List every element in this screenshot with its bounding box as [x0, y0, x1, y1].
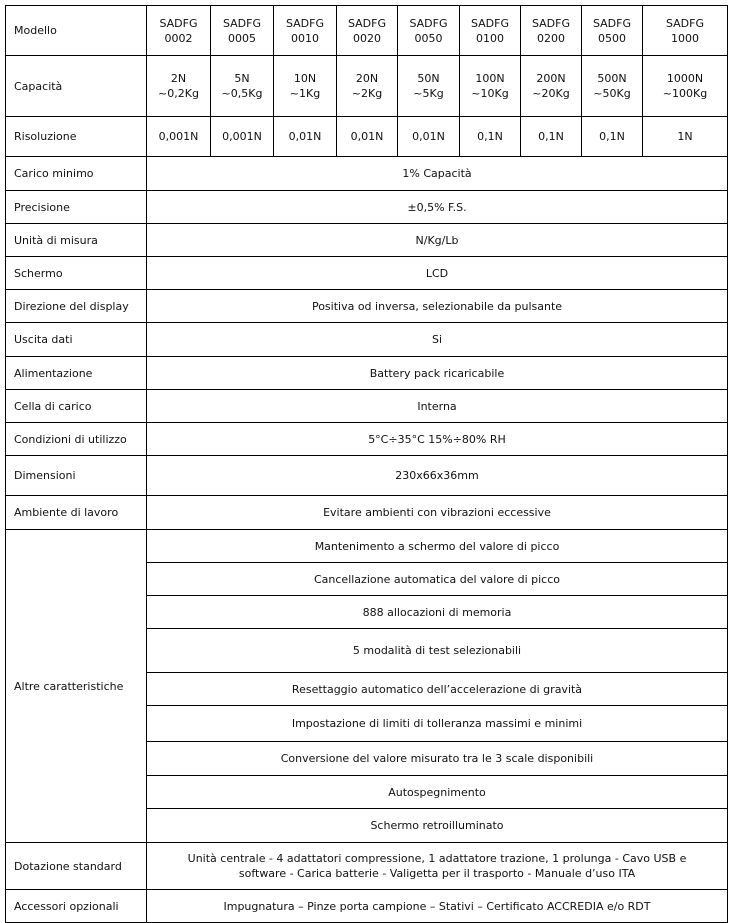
feature-item: Mantenimento a schermo del valore di picco [147, 530, 728, 563]
label-ambiente: Ambiente di lavoro [6, 496, 147, 530]
model-code: 0005 [228, 31, 256, 45]
resolution-cell: 0,01N [274, 117, 337, 157]
row-condizioni [6, 423, 728, 456]
resolution-cell: 0,01N [398, 117, 460, 157]
row-altre [6, 530, 728, 563]
capacity-cell [582, 56, 643, 117]
resolution-cell: 0,1N [521, 117, 582, 157]
dotazione-line-1: Unità centrale - 4 adattatori compressione, 1 adattatore trazione, 1 prolunga - Cavo USB e [187, 852, 687, 865]
model-cell [337, 6, 398, 56]
model-name: SADFG [592, 16, 632, 30]
row-cella [6, 390, 728, 423]
specifications-table [5, 5, 728, 923]
capacity-cell [337, 56, 398, 117]
capacity-kg: ~20Kg [532, 87, 570, 100]
value-schermo: LCD [147, 257, 728, 290]
model-name: SADFG [409, 16, 448, 30]
feature-item: Impostazione di limiti di tolleranza massimi e minimi [147, 706, 728, 742]
label-modello: Modello [6, 6, 147, 56]
capacity-cell [460, 56, 521, 117]
label-dimensioni: Dimensioni [6, 456, 147, 496]
model-code: 0010 [291, 31, 319, 45]
value-condizioni: 5°C÷35°C 15%÷80% RH [147, 423, 728, 456]
model-cell [274, 6, 337, 56]
capacity-newton: 500N [597, 72, 627, 85]
label-direzione: Direzione del display [6, 290, 147, 323]
feature-item: 888 allocazioni di memoria [147, 596, 728, 629]
capacity-kg: ~1Kg [289, 87, 321, 100]
label-schermo: Schermo [6, 257, 147, 290]
capacity-kg: ~5Kg [413, 87, 444, 100]
capacity-kg: ~10Kg [471, 87, 509, 100]
capacity-cell [643, 56, 728, 117]
resolution-cell: 0,1N [460, 117, 521, 157]
capacity-cell [398, 56, 460, 117]
capacity-newton: 1000N [666, 72, 704, 85]
model-code: 1000 [671, 31, 699, 45]
resolution-cell: 1N [643, 117, 728, 157]
capacity-newton: 5N [234, 72, 250, 85]
value-dotazione [147, 843, 728, 890]
label-alimentazione: Alimentazione [6, 357, 147, 390]
model-code: 0100 [476, 31, 504, 45]
model-code: 0002 [164, 31, 193, 45]
model-code: 0020 [353, 31, 381, 45]
value-alimentazione: Battery pack ricaricabile [147, 357, 728, 390]
feature-item: Resettaggio automatico dell’accelerazione di gravità [147, 673, 728, 706]
label-precisione: Precisione [6, 191, 147, 224]
label-unita: Unità di misura [6, 224, 147, 257]
row-alimentazione [6, 357, 728, 390]
row-dotazione [6, 843, 728, 890]
model-code: 0200 [537, 31, 565, 45]
model-cell [147, 6, 211, 56]
model-cell [643, 6, 728, 56]
label-dotazione: Dotazione standard [6, 843, 147, 890]
label-risoluzione: Risoluzione [6, 117, 147, 157]
row-modello [6, 6, 728, 56]
value-precisione: ±0,5% F.S. [147, 191, 728, 224]
resolution-cell: 0,001N [147, 117, 211, 157]
feature-item: Cancellazione automatica del valore di picco [147, 563, 728, 596]
value-dimensioni: 230x66x36mm [147, 456, 728, 496]
capacity-newton: 10N [293, 72, 317, 85]
capacity-cell [147, 56, 211, 117]
resolution-cell: 0,1N [582, 117, 643, 157]
resolution-cell: 0,001N [211, 117, 274, 157]
label-accessori: Accessori opzionali [6, 890, 147, 923]
row-carico-minimo [6, 157, 728, 191]
value-uscita: Si [147, 323, 728, 357]
model-name: SADFG [531, 16, 571, 30]
model-cell [582, 6, 643, 56]
capacity-kg: ~0,2Kg [158, 87, 199, 100]
row-unita [6, 224, 728, 257]
feature-item: Conversione del valore misurato tra le 3 scale disponibili [147, 742, 728, 776]
model-cell [398, 6, 460, 56]
row-schermo [6, 257, 728, 290]
capacity-cell [521, 56, 582, 117]
value-unita: N/Kg/Lb [147, 224, 728, 257]
capacity-kg: ~100Kg [662, 87, 708, 100]
model-cell [460, 6, 521, 56]
capacity-kg: ~2Kg [351, 87, 383, 100]
row-accessori [6, 890, 728, 923]
feature-item: Schermo retroilluminato [147, 809, 728, 843]
model-cell [211, 6, 274, 56]
row-risoluzione [6, 117, 728, 157]
model-code: 0050 [414, 31, 443, 45]
label-carico-minimo: Carico minimo [6, 157, 147, 191]
row-direzione [6, 290, 728, 323]
label-cella: Cella di carico [6, 390, 147, 423]
row-uscita [6, 323, 728, 357]
feature-item: Autospegnimento [147, 776, 728, 809]
value-cella: Interna [147, 390, 728, 423]
feature-item: 5 modalità di test selezionabili [147, 629, 728, 673]
capacity-newton: 100N [475, 72, 505, 85]
dotazione-line-2: software - Carica batterie - Valigetta per il trasporto - Manuale d’uso ITA [238, 867, 636, 880]
capacity-kg: ~50Kg [593, 87, 631, 100]
model-name: SADFG [347, 16, 387, 30]
capacity-newton: 50N [417, 72, 440, 85]
model-name: SADFG [222, 16, 262, 30]
value-carico-minimo: 1% Capacità [147, 157, 728, 191]
resolution-cell: 0,01N [337, 117, 398, 157]
capacity-newton: 200N [536, 72, 566, 85]
capacity-cell [211, 56, 274, 117]
value-ambiente: Evitare ambienti con vibrazioni eccessive [147, 496, 728, 530]
value-accessori: Impugnatura – Pinze porta campione – Stativi – Certificato ACCREDIA e/o RDT [147, 890, 728, 923]
capacity-kg: ~0,5Kg [221, 87, 263, 100]
model-code: 0500 [598, 31, 626, 45]
row-precisione [6, 191, 728, 224]
model-name: SADFG [159, 16, 198, 30]
model-name: SADFG [470, 16, 510, 30]
label-altre: Altre caratteristiche [6, 530, 147, 843]
value-direzione: Positiva od inversa, selezionabile da pulsante [147, 290, 728, 323]
row-ambiente [6, 496, 728, 530]
model-name: SADFG [665, 16, 705, 30]
row-dimensioni [6, 456, 728, 496]
capacity-cell [274, 56, 337, 117]
model-name: SADFG [285, 16, 325, 30]
model-cell [521, 6, 582, 56]
label-uscita: Uscita dati [6, 323, 147, 357]
label-condizioni: Condizioni di utilizzo [6, 423, 147, 456]
label-capacita: Capacità [6, 56, 147, 117]
capacity-newton: 2N [170, 72, 187, 85]
row-capacita [6, 56, 728, 117]
capacity-newton: 20N [355, 72, 379, 85]
